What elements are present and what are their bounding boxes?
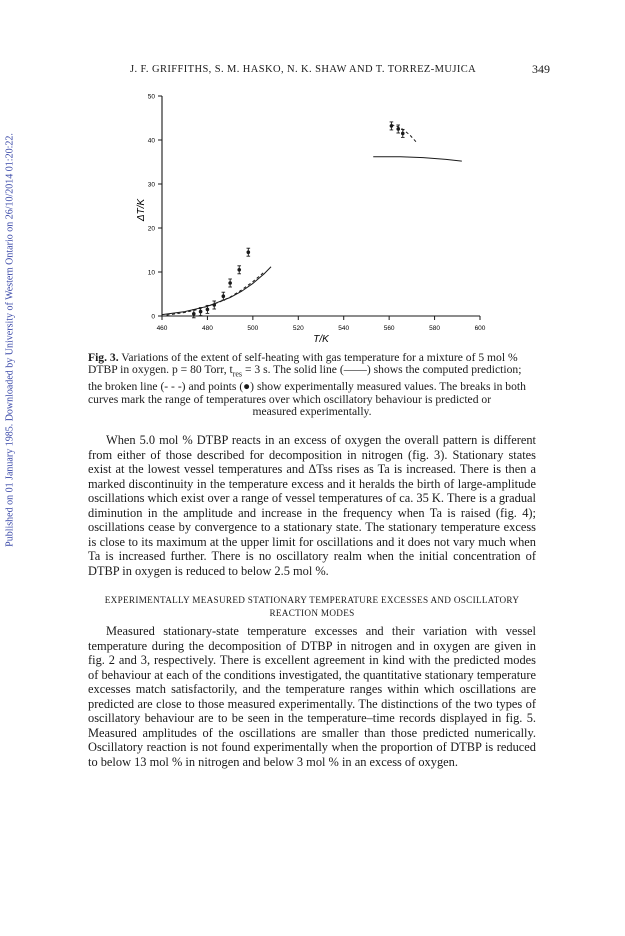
section-heading-line-2: REACTION MODES [269,608,355,618]
paragraph-2-text: Measured stationary-state temperature excesses and their variation with vessel temperature during the decomposition of DTBP in nitrogen and in oxygen are given in fig. 2 and 3, respectively. There is excellent agreement in kind with the predicted modes of behaviour at each of the conditions investigated, the quantitative stationary temperature excesses match satisfactorily, and the temperature ranges within which oscillations are predicted are close to those measured experimentally. The distinctions of the two types of oscillatory behaviour are to be seen in the temperature–time records displayed in fig. 5. Measured amplitudes of the oscillations are smaller than those predicted numerically. Oscillatory reaction is not found experimentally when the proportion of DTBP is reduced to below 13 mol % in nitrogen and below 3 mol % in an excess of oxygen. [88,624,536,769]
caption-line-2: DTBP in oxygen. p = 80 Torr, t [88,363,233,377]
figure-3-chart [130,86,490,348]
caption-line-2-rest: = 3 s. The solid line (——) shows the computed prediction; [242,363,522,377]
y-tick-label: 30 [147,181,155,189]
computed-curve [162,267,271,315]
data-points [192,122,405,318]
y-tick-label: 50 [147,93,155,101]
x-tick-label: 560 [383,325,395,332]
paragraph-1-text: When 5.0 mol % DTBP reacts in an excess of oxygen the overall pattern is different from either of those described for decomposition in nitrogen (fig. 3). Stationary states exist at the lowest vessel temperatures and ΔTss rises as Ta is increased. There is then a marked discontinuity in the temperature excess and it heralds the birth of large-amplitude oscillations which exist over a range of vessel temperatures of ca. 35 K. There is a gradual diminution in the amplitude and increase in the frequency when Ta is raised (fig. 4); oscillations cease by convergence to a stationary state. The stationary temperature excess is close to its maximum at the upper limit for oscillations and it does not vary much when Ta is increased further. There is no oscillatory realm when the initial concentration of DTBP in oxygen is reduced to below 2.5 mol %. [88,433,536,578]
data-point [247,248,251,256]
data-point [228,279,232,287]
page-number: 349 [532,62,550,76]
caption-line-1: Variations of the extent of self-heating with gas temperature for a mixture of 5 mol % [121,351,518,364]
section-heading-line-1: EXPERIMENTALLY MEASURED STATIONARY TEMPERATURE EXCESSES AND OSCILLATORY [104,595,520,605]
x-tick-label: 520 [292,325,304,332]
body-paragraph-1 [88,433,536,578]
x-tick-label: 580 [429,325,441,332]
plot-area [162,96,480,316]
section-heading [88,594,536,620]
x-tick-label: 480 [201,325,213,332]
x-tick-label: 540 [338,325,350,332]
x-axis-label: T/K [313,334,329,345]
y-tick-label: 40 [147,137,155,145]
data-point [237,266,241,274]
running-head-authors: J. F. GRIFFITHS, S. M. HASKO, N. K. SHAW AND T. TORREZ-MUJICA [130,64,477,75]
body-paragraph-2 [88,624,536,769]
computed-curve [373,157,462,161]
y-tick-label: 10 [147,269,155,277]
caption-subscript: res [232,369,243,379]
data-point [401,129,405,137]
x-ticks [157,316,486,332]
data-point [390,122,394,130]
data-point [222,292,226,300]
figure-caption [88,352,536,418]
x-tick-label: 460 [156,325,168,332]
caption-line-3: the broken line (- - -) and points (●) show experimentally measured values. The breaks in both [88,380,526,394]
data-point [192,310,196,318]
caption-line-4: curves mark the range of temperatures over which oscillatory behaviour is predicted or [88,392,492,406]
caption-line-5: measured experimentally. [252,404,372,418]
y-tick-label: 0 [151,313,155,321]
y-ticks [148,94,162,321]
x-tick-label: 500 [247,325,259,332]
data-point [212,301,216,309]
y-axis-label: ΔT/K [136,198,147,222]
download-notice [3,100,17,580]
x-tick-label: 600 [474,325,486,332]
figure-label: Fig. 3. [88,351,119,364]
curves [162,125,462,316]
y-tick-label: 20 [147,225,155,233]
download-notice-text: Published on 01 January 1985. Downloaded by University of Western Ontario on 26/10/2014 01:20:22. [4,133,16,547]
